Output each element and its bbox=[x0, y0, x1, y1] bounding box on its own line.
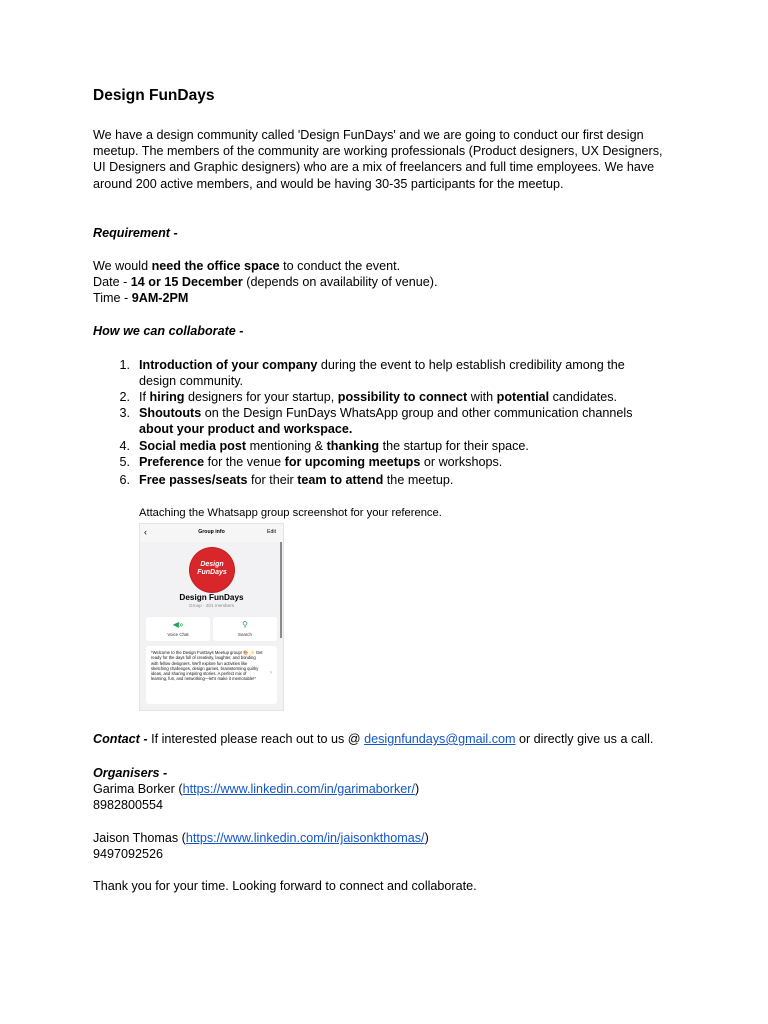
text: or workshops. bbox=[420, 455, 503, 469]
text: If interested please reach out to us @ bbox=[147, 732, 365, 746]
search-label: Search bbox=[238, 632, 252, 637]
screenshot-header-title: Group info bbox=[198, 529, 225, 535]
list-number: 3. bbox=[119, 406, 130, 420]
text: Date - bbox=[93, 275, 131, 289]
list-number: 6. bbox=[119, 473, 130, 487]
intro-paragraph: We have a design community called 'Design FunDays' and we are going to conduct our first design meetup. The members of the community are working professionals (Product designers, UX Designers, UI Designers and Graphic designers) who are a mix of freelancers and full time employees. We have around 200 active members, and would be having 30-35 participants for the meetup. bbox=[93, 128, 663, 191]
list-number: 1. bbox=[119, 358, 130, 372]
contact-heading: Contact - bbox=[93, 732, 148, 746]
text: for the venue bbox=[204, 455, 285, 469]
list-number: 5. bbox=[119, 455, 130, 469]
collaborate-heading: How we can collaborate - bbox=[93, 324, 244, 338]
speaker-icon: ◀» bbox=[172, 620, 184, 629]
organiser-2-line bbox=[93, 830, 673, 846]
text-bold: thanking bbox=[326, 439, 380, 453]
text: the meetup. bbox=[383, 473, 454, 487]
text: designers for your startup, bbox=[184, 390, 338, 404]
requirement-date-line bbox=[93, 274, 673, 290]
text-bold: team to attend bbox=[297, 473, 384, 487]
screenshot-scrollbar bbox=[280, 542, 282, 638]
organiser-2-phone: 9497092526 bbox=[93, 847, 164, 861]
text: ) bbox=[414, 782, 420, 796]
organiser-1-phone: 8982800554 bbox=[93, 798, 164, 812]
requirement-heading: Requirement - bbox=[93, 226, 178, 240]
list-number: 4. bbox=[119, 439, 130, 453]
linkedin-link[interactable]: https://www.linkedin.com/in/garimaborker/ bbox=[182, 782, 415, 796]
text-bold: Preference bbox=[139, 455, 205, 469]
text-bold: Social media post bbox=[139, 439, 247, 453]
text-bold: Shoutouts bbox=[139, 406, 202, 420]
search-button bbox=[213, 617, 277, 641]
text: on the Design FunDays WhatsApp group and other communication channels bbox=[201, 406, 633, 420]
organiser-name: Garima Borker ( bbox=[93, 782, 183, 796]
list-text bbox=[139, 405, 649, 437]
group-description-card bbox=[146, 646, 277, 704]
text-bold: Free passes/seats bbox=[139, 473, 248, 487]
group-logo bbox=[190, 548, 234, 592]
text-bold: for upcoming meetups bbox=[284, 455, 421, 469]
text: to conduct the event. bbox=[279, 259, 401, 273]
text-bold: hiring bbox=[149, 390, 185, 404]
list-number: 2. bbox=[119, 390, 130, 404]
logo-text: FunDays bbox=[197, 569, 227, 576]
text: with bbox=[467, 390, 497, 404]
text-bold: potential bbox=[496, 390, 550, 404]
text: We would bbox=[93, 259, 152, 273]
list-text bbox=[139, 389, 649, 405]
contact-line bbox=[93, 731, 673, 747]
text: or directly give us a call. bbox=[515, 732, 654, 746]
requirement-space-line bbox=[93, 258, 673, 274]
text: (depends on availability of venue). bbox=[242, 275, 438, 289]
text: Time - bbox=[93, 291, 132, 305]
text: the startup for their space. bbox=[379, 439, 529, 453]
list-text bbox=[139, 357, 649, 389]
text: for their bbox=[247, 473, 298, 487]
text: candidates. bbox=[549, 390, 618, 404]
group-description: *Welcome to the Design FunDays Meetup group! 🎨 ✨ Get ready for the days full of creativity, laughter, and bonding with fellow designers. We'll explore fun activities like sketching challenges, design games, brainstorming quirky ideas, and sharing inspiring stories. A perfect mix of learning, fun, and networking—let's make it memorable!* bbox=[151, 650, 263, 682]
text: ) bbox=[424, 831, 429, 845]
organiser-1-line bbox=[93, 781, 673, 797]
closing-line: Thank you for your time. Looking forward to connect and collaborate. bbox=[93, 879, 477, 893]
chevron-right-icon: › bbox=[270, 670, 272, 676]
text: If bbox=[139, 390, 150, 404]
requirement-time-line bbox=[93, 290, 673, 306]
organiser-name: Jaison Thomas ( bbox=[93, 831, 186, 845]
text: mentioning & bbox=[246, 439, 327, 453]
search-icon: ⚲ bbox=[242, 620, 248, 629]
organisers-heading: Organisers - bbox=[93, 766, 168, 780]
list-text bbox=[139, 438, 649, 454]
text: during the event to help establish credibility among the design community. bbox=[139, 358, 625, 389]
document-title: Design FunDays bbox=[93, 87, 215, 104]
email-link[interactable]: designfundays@gmail.com bbox=[364, 732, 516, 746]
screenshot-caption: Attaching the Whatsapp group screenshot for your reference. bbox=[139, 507, 442, 519]
list-text bbox=[139, 472, 649, 488]
linkedin-link[interactable]: https://www.linkedin.com/in/jaisonkthomas/ bbox=[185, 831, 425, 845]
voice-chat-button bbox=[146, 617, 210, 641]
text-bold: 9AM-2PM bbox=[131, 291, 189, 305]
list-text bbox=[139, 454, 649, 470]
group-name: Design FunDays bbox=[179, 593, 244, 602]
whatsapp-group-screenshot bbox=[139, 523, 284, 711]
text-bold: possibility to connect bbox=[337, 390, 468, 404]
text-bold: need the office space bbox=[151, 259, 280, 273]
logo-text: Design bbox=[200, 561, 224, 568]
screenshot-edit-label: Edit bbox=[267, 529, 276, 535]
voice-chat-label: Voice Chat bbox=[167, 632, 189, 637]
chevron-left-icon: ‹ bbox=[144, 527, 147, 537]
text-bold: 14 or 15 December bbox=[130, 275, 243, 289]
group-members-count: Group · 201 members bbox=[189, 603, 234, 608]
text-bold: about your product and workspace. bbox=[139, 422, 353, 437]
text-bold: Introduction of your company bbox=[139, 358, 318, 372]
